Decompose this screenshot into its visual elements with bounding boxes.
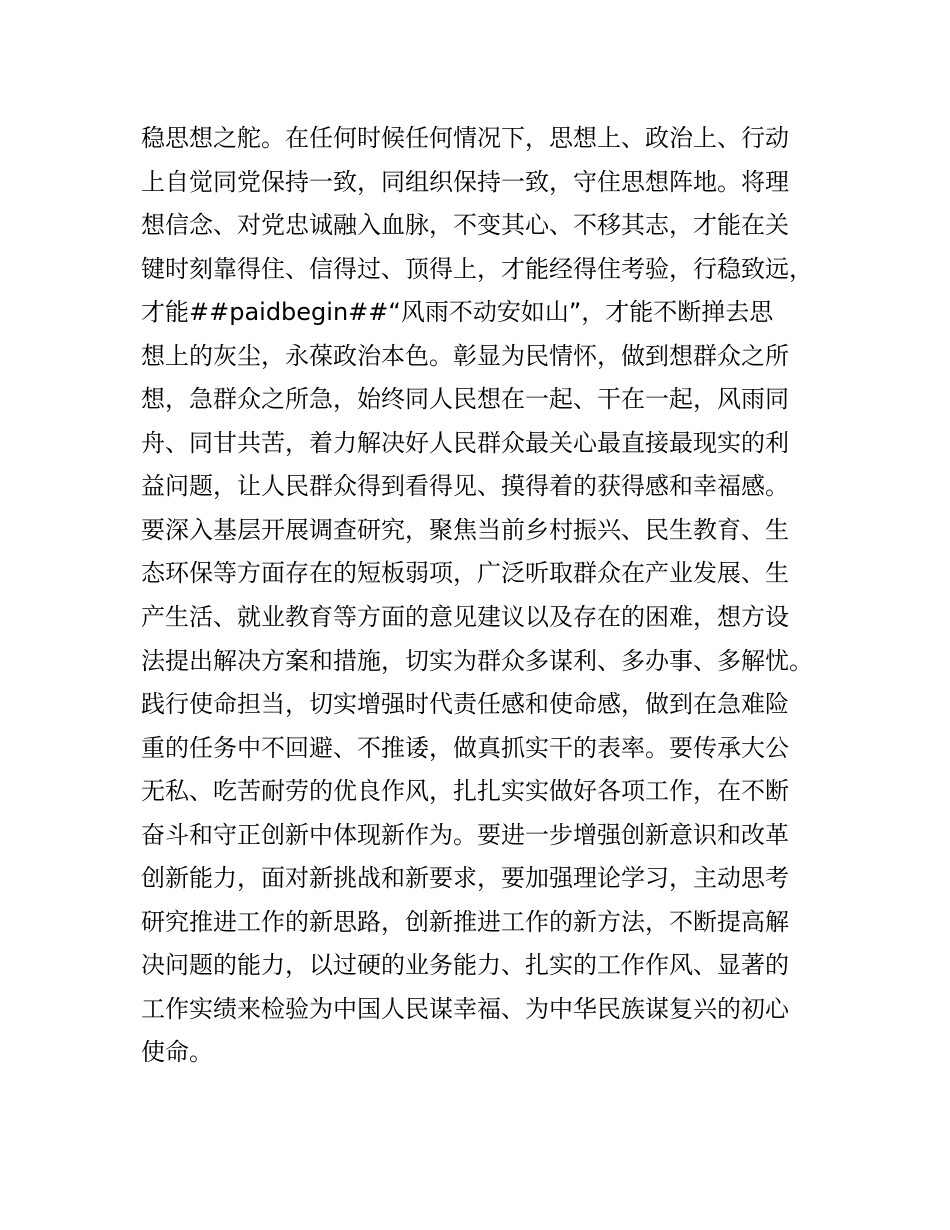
text-line: 奋斗和守正创新中体现新作为。要进一步增强创新意识和改革 xyxy=(141,820,789,849)
text-line: 才能##paidbegin##“风雨不动安如山”，才能不断掸去思 xyxy=(141,298,774,327)
text-line: 决问题的能力，以过硬的业务能力、扎实的工作作风、显著的 xyxy=(141,951,789,980)
text-line: 舟、同甘共苦，着力解决好人民群众最关心最直接最现实的利 xyxy=(141,428,789,457)
text-line: 重的任务中不回避、不推诿，做真抓实干的表率。要传承大公 xyxy=(141,733,789,762)
text-line: 工作实绩来检验为中国人民谋幸福、为中华民族谋复兴的初心 xyxy=(141,994,789,1023)
body-text xyxy=(141,117,841,1075)
text-line: 创新能力，面对新挑战和新要求，要加强理论学习，主动思考 xyxy=(141,864,789,893)
text-line: 法提出解决方案和措施，切实为群众多谋利、多办事、多解忧。 xyxy=(141,646,813,675)
text-line: 想信念、对党忠诚融入血脉，不变其心、不移其志，才能在关 xyxy=(141,211,789,240)
text-line: 想，急群众之所急，始终同人民想在一起、干在一起，风雨同 xyxy=(141,385,789,414)
text-line: 上自觉同党保持一致，同组织保持一致，守住思想阵地。将理 xyxy=(141,167,789,196)
text-line: 要深入基层开展调查研究，聚焦当前乡村振兴、民生教育、生 xyxy=(141,515,789,544)
text-line: 键时刻靠得住、信得过、顶得上，才能经得住考验，行稳致远， xyxy=(141,254,813,283)
text-line: 研究推进工作的新思路，创新推进工作的新方法，不断提高解 xyxy=(141,907,789,936)
text-line: 想上的灰尘，永葆政治本色。彰显为民情怀，做到想群众之所 xyxy=(141,341,789,370)
text-line: 产生活、就业教育等方面的意见建议以及存在的困难，想方设 xyxy=(141,603,789,632)
text-line: 无私、吃苦耐劳的优良作风，扎扎实实做好各项工作，在不断 xyxy=(141,777,789,806)
text-line: 态环保等方面存在的短板弱项，广泛听取群众在产业发展、生 xyxy=(141,559,789,588)
text-line: 稳思想之舵。在任何时候任何情况下，思想上、政治上、行动 xyxy=(141,124,789,152)
text-line: 使命。 xyxy=(141,1038,213,1067)
text-line: 践行使命担当，切实增强时代责任感和使命感，做到在急难险 xyxy=(141,690,789,719)
text-line: 益问题，让人民群众得到看得见、摸得着的获得感和幸福感。 xyxy=(141,472,789,501)
